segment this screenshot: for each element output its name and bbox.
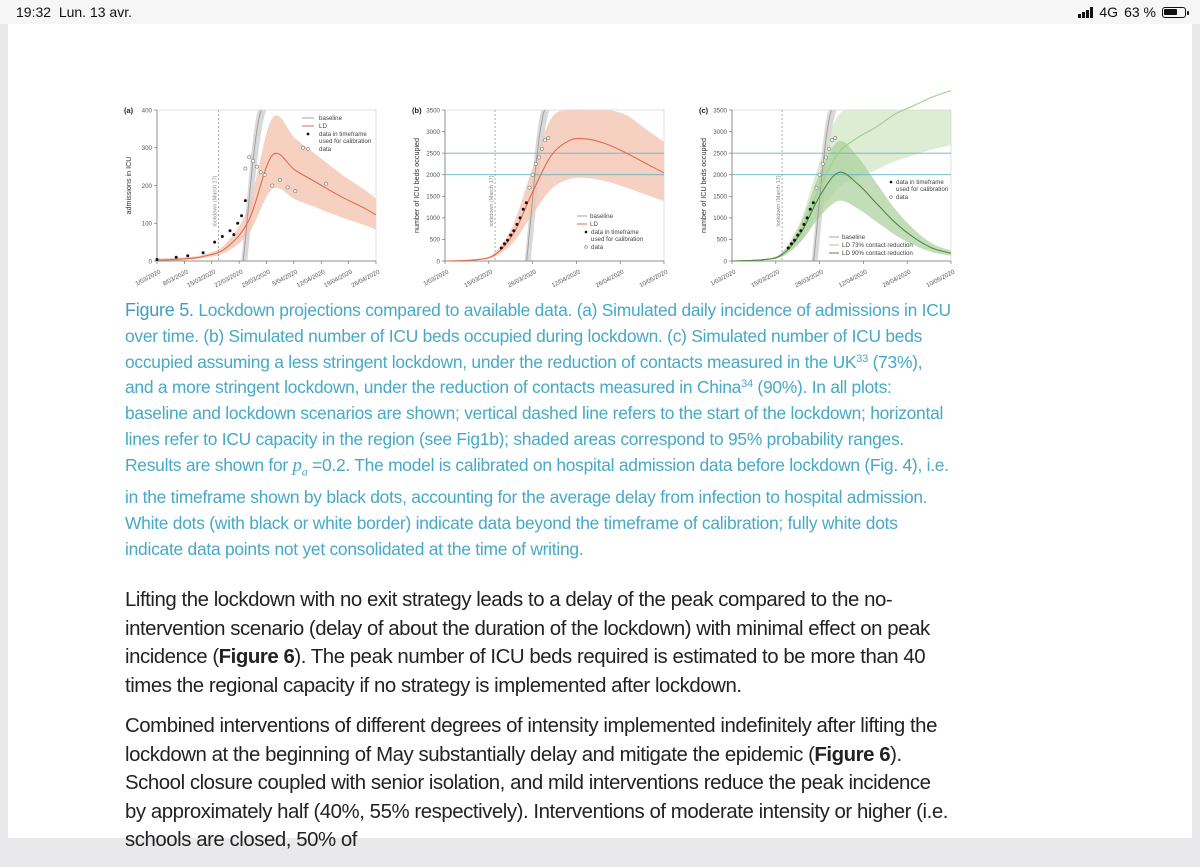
calibration-point xyxy=(506,239,509,242)
reference-34[interactable]: 34 xyxy=(741,378,753,391)
x-tick-label: 26/04/2020 xyxy=(594,268,626,290)
x-tick-label: 8/03/2020 xyxy=(161,268,190,288)
legend-data-swatch xyxy=(585,246,588,249)
lockdown-label: lockdown (March 17) xyxy=(489,175,496,227)
figure-5 xyxy=(0,0,1200,300)
data-point xyxy=(259,171,262,174)
data-point xyxy=(534,162,537,165)
y-tick-label: 1000 xyxy=(713,215,727,223)
data-point xyxy=(244,167,247,170)
legend-baseline: baseline xyxy=(590,213,614,220)
figure-label: Figure 5. xyxy=(125,300,194,320)
calibration-point xyxy=(236,222,239,225)
calibration-point xyxy=(202,251,205,254)
x-tick-label: 12/04/2020 xyxy=(550,268,582,290)
y-axis-label: number of ICU beds occupied xyxy=(699,137,708,234)
calibration-point xyxy=(229,229,232,232)
y-tick-label: 200 xyxy=(141,182,152,190)
data-point xyxy=(278,178,281,181)
calibration-point xyxy=(793,239,796,242)
data-point xyxy=(248,156,251,159)
y-tick-label: 0 xyxy=(723,258,727,266)
y-tick-label: 0 xyxy=(148,258,152,266)
y-axis-label: number of ICU beds occupied xyxy=(412,137,421,234)
y-tick-label: 3000 xyxy=(713,128,727,136)
y-tick-label: 2500 xyxy=(713,150,727,158)
legend-calibration: data in timeframe xyxy=(896,179,944,186)
data-point xyxy=(271,184,274,187)
calibration-point xyxy=(509,234,512,237)
panel-label: (b) xyxy=(412,106,422,115)
data-point xyxy=(255,165,258,168)
y-tick-label: 3500 xyxy=(426,107,440,115)
x-tick-label: 12/04/2020 xyxy=(295,268,327,290)
y-tick-label: 500 xyxy=(716,236,727,244)
panel-label: (c) xyxy=(699,106,709,115)
x-tick-label: 29/03/2020 xyxy=(793,268,825,290)
calibration-point xyxy=(522,208,525,211)
y-tick-label: 300 xyxy=(141,145,152,153)
y-tick-label: 1500 xyxy=(713,193,727,201)
calibration-point xyxy=(512,229,515,232)
data-point xyxy=(301,146,304,149)
x-tick-label: 26/04/2020 xyxy=(881,268,913,290)
legend-ld90: LD 90% contact reduction xyxy=(842,250,913,257)
y-tick-label: 0 xyxy=(436,258,440,266)
calibration-point xyxy=(787,247,790,250)
figure-6-link[interactable]: Figure 6 xyxy=(218,646,295,668)
legend-calibration-2: used for calibration xyxy=(591,236,644,243)
data-point xyxy=(537,156,540,159)
data-point xyxy=(324,182,327,185)
calibration-point xyxy=(799,229,802,232)
legend-data-swatch xyxy=(307,148,310,151)
calibration-point xyxy=(796,234,799,237)
data-point xyxy=(547,136,550,139)
lockdown-label: lockdown (March 17) xyxy=(776,175,783,227)
x-tick-label: 12/04/2020 xyxy=(837,268,869,290)
data-point xyxy=(528,186,531,189)
calibration-point xyxy=(156,258,159,261)
y-tick-label: 2500 xyxy=(426,150,440,158)
x-tick-label: 1/03/2020 xyxy=(422,268,450,288)
data-point xyxy=(251,159,254,162)
y-tick-label: 100 xyxy=(141,220,152,228)
math-symbol: p xyxy=(292,454,302,476)
legend-ld: LD xyxy=(319,123,327,130)
legend-calib-swatch xyxy=(585,231,588,234)
legend-calibration: data in timeframe xyxy=(319,131,367,138)
y-tick-label: 2000 xyxy=(426,172,440,180)
legend-data: data xyxy=(896,194,909,201)
calibration-point xyxy=(186,254,189,257)
status-time-date: 19:32 Lun. 13 avr. xyxy=(16,4,132,20)
data-point xyxy=(531,173,534,176)
y-tick-label: 2000 xyxy=(713,172,727,180)
network-type: 4G xyxy=(1099,4,1119,20)
calibration-point xyxy=(213,241,216,244)
x-tick-label: 15/03/2020 xyxy=(750,268,781,290)
data-point xyxy=(540,147,543,150)
data-point xyxy=(834,136,837,139)
legend-calibration-2: used for calibration xyxy=(319,138,372,145)
x-tick-label: 10/05/2020 xyxy=(925,268,956,290)
calibration-point xyxy=(802,223,805,226)
data-point xyxy=(544,139,547,142)
x-tick-label: 1/03/2020 xyxy=(709,268,737,288)
figure-caption: Figure 5. Lockdown projections compared to available data. (a) Simulated daily incidence of admissions in ICU over time. (b) Simulated number of ICU beds occupied during lockdown. (c) Simulated number of ICU beds occupied assuming a less stringent lockdown, under the reduction of contacts measured in the UK$^{33}$ (73%), and a more stringent lockdown, under the reduction of contacts measured in China$^{34}$ (90%). In all plots: baseline and lockdown scenarios are shown; vertical dashed line refers to the start of the lockdown; horizontal lines refer to ICU capacity in the region (see Fig1b); shaded areas correspond to 95% probability ranges. Results are shown for $p_a =0.2$. The model is calibrated on hospital admission data before lockdown (Fig. 4), i.e. in the timeframe shown by black dots, accounting for the average delay from infection to hospital admission. White dots (with black or white border) indicate data beyond the timeframe of calibration; fully white dots indicate data points not yet consolidated at the time of writing. xyxy=(125,300,951,559)
calibration-point xyxy=(232,233,235,236)
y-tick-label: 500 xyxy=(429,236,440,244)
calibration-point xyxy=(809,208,812,211)
calibration-point xyxy=(221,235,224,238)
data-point xyxy=(824,156,827,159)
body-text xyxy=(125,586,955,867)
legend-calibration-2: used for calibration xyxy=(896,186,949,193)
x-tick-label: 29/03/2020 xyxy=(240,268,272,290)
calibration-point xyxy=(525,201,528,204)
y-tick-label: 3000 xyxy=(426,128,440,136)
figure-6-link[interactable]: Figure 6 xyxy=(814,743,891,766)
x-tick-label: 22/03/2020 xyxy=(213,268,245,290)
data-point xyxy=(286,186,289,189)
legend-calib-swatch xyxy=(307,133,310,136)
calibration-point xyxy=(515,223,518,226)
data-point xyxy=(831,139,834,142)
calibration-point xyxy=(806,216,809,219)
calibration-point xyxy=(790,242,793,245)
calibration-point xyxy=(503,242,506,245)
panel-label: (a) xyxy=(124,106,134,115)
legend-calib-swatch xyxy=(890,181,893,184)
x-tick-label: 5/04/2020 xyxy=(271,268,299,288)
calibration-point xyxy=(244,199,247,202)
battery-percent: 63 % xyxy=(1124,4,1156,20)
legend-ld73: LD 73% contact reduction xyxy=(842,242,913,249)
data-point xyxy=(263,173,266,176)
data-point xyxy=(821,162,824,165)
y-tick-label: 400 xyxy=(141,107,152,115)
legend-data: data xyxy=(591,244,604,251)
legend-baseline: baseline xyxy=(842,234,866,241)
legend-baseline: baseline xyxy=(319,115,343,122)
legend-ld: LD xyxy=(590,221,598,228)
reference-33[interactable]: 33 xyxy=(856,352,868,365)
math-subscript: a xyxy=(301,464,308,479)
data-point xyxy=(827,147,830,150)
calibration-point xyxy=(812,201,815,204)
x-tick-label: 15/03/2020 xyxy=(186,268,217,290)
lockdown-label: lockdown (March 17) xyxy=(212,175,219,227)
x-tick-label: 29/03/2020 xyxy=(506,268,538,290)
legend-data: data xyxy=(319,146,332,153)
y-tick-label: 1500 xyxy=(426,193,440,201)
y-tick-label: 3500 xyxy=(713,107,727,115)
paragraph-2: Combined interventions of different degrees of intensity implemented indefinitely after lifting the lockdown at the beginning of May substantially delay and mitigate the epidemic (Figure 6). School closure coupled with senior isolation, and mild interventions reduce the peak incidence by approximately half (40%, 55% respectively). Interventions of moderate intensity or higher (i.e. schools are closed, 50% of xyxy=(125,715,948,851)
x-tick-label: 10/05/2020 xyxy=(638,268,669,290)
legend-calibration: data in timeframe xyxy=(591,229,639,236)
calibration-point xyxy=(240,214,243,217)
x-tick-label: 19/04/2020 xyxy=(322,268,354,290)
data-point xyxy=(818,173,821,176)
calibration-point xyxy=(175,256,178,259)
x-tick-label: 1/03/2020 xyxy=(134,268,162,288)
calibration-point xyxy=(500,247,503,250)
x-tick-label: 15/03/2020 xyxy=(463,268,494,290)
y-axis-label: admissions in ICU xyxy=(124,156,133,215)
y-tick-label: 1000 xyxy=(426,215,440,223)
paragraph-1: Lifting the lockdown with no exit strategy leads to a delay of the peak compared to the no-intervention scenario (delay of about the duration of the lockdown) with minimal effect on peak incidence (Figure 6). The peak number of ICU beds required is estimated to be more than 40 times the regional capacity if no strategy is implemented after lockdown. xyxy=(125,589,930,697)
calibration-point xyxy=(519,216,522,219)
legend-data-swatch xyxy=(890,196,893,199)
x-tick-label: 26/04/2020 xyxy=(350,268,381,290)
data-point xyxy=(815,186,818,189)
data-point xyxy=(294,190,297,193)
